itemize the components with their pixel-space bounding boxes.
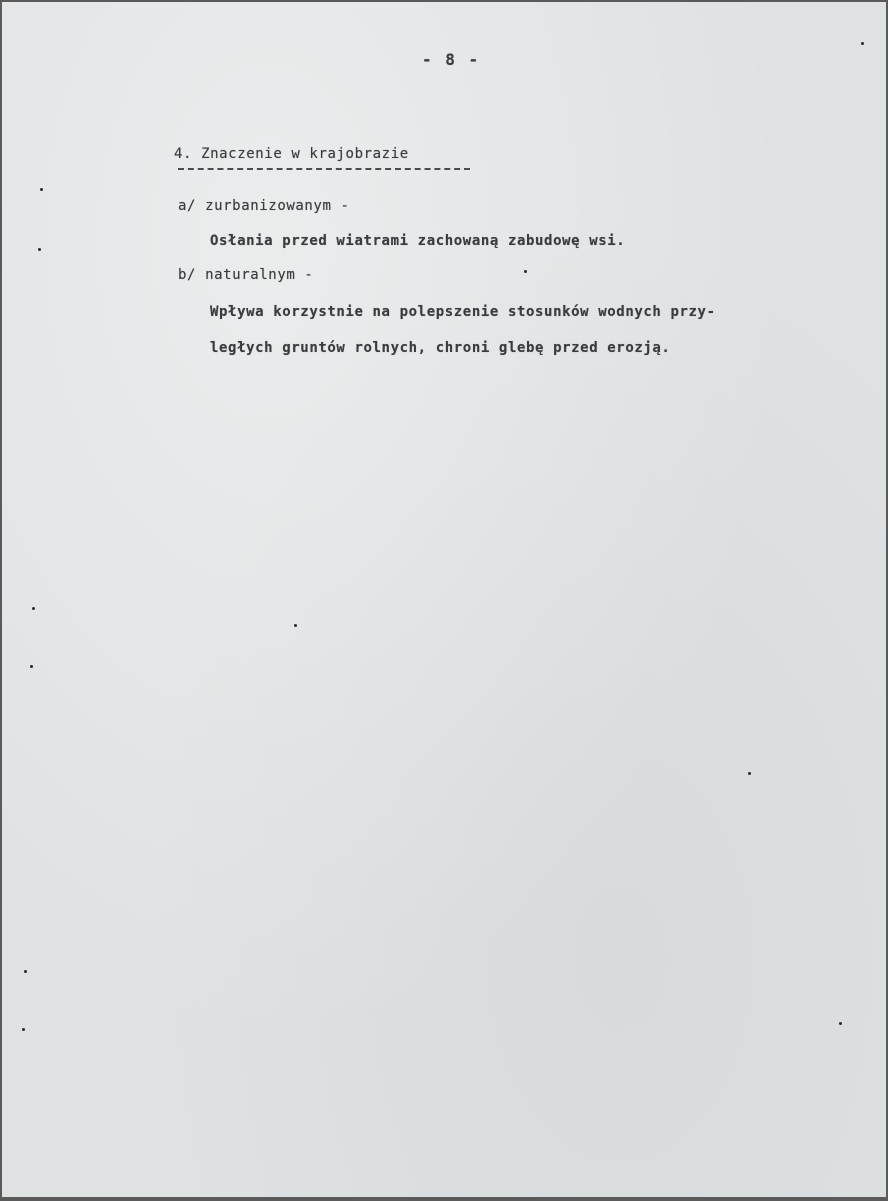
scan-speck bbox=[524, 270, 527, 273]
scan-speck bbox=[38, 248, 41, 251]
scan-speck bbox=[22, 1028, 25, 1031]
scan-speck bbox=[32, 607, 35, 610]
heading-underline bbox=[178, 168, 470, 170]
item-a-label: a/ zurbanizowanym - bbox=[178, 198, 350, 214]
item-b-label: b/ naturalnym - bbox=[178, 267, 314, 283]
item-b-text-line-1: Wpływa korzystnie na polepszenie stosunków wodnych przy- bbox=[210, 304, 716, 320]
scan-speck bbox=[40, 188, 43, 191]
item-b-text-line-2: ległych gruntów rolnych, chroni glebę przed erozją. bbox=[210, 340, 671, 356]
scan-speck bbox=[861, 42, 864, 45]
item-a-text: Osłania przed wiatrami zachowaną zabudowę wsi. bbox=[210, 233, 626, 249]
section-heading: 4. Znaczenie w krajobrazie bbox=[174, 146, 409, 162]
scan-speck bbox=[24, 970, 27, 973]
scan-speck bbox=[839, 1022, 842, 1025]
scan-speck bbox=[748, 772, 751, 775]
scan-speck bbox=[30, 665, 33, 668]
document-page bbox=[2, 2, 886, 1197]
scan-speck bbox=[294, 624, 297, 627]
page-number: - 8 - bbox=[422, 50, 481, 69]
